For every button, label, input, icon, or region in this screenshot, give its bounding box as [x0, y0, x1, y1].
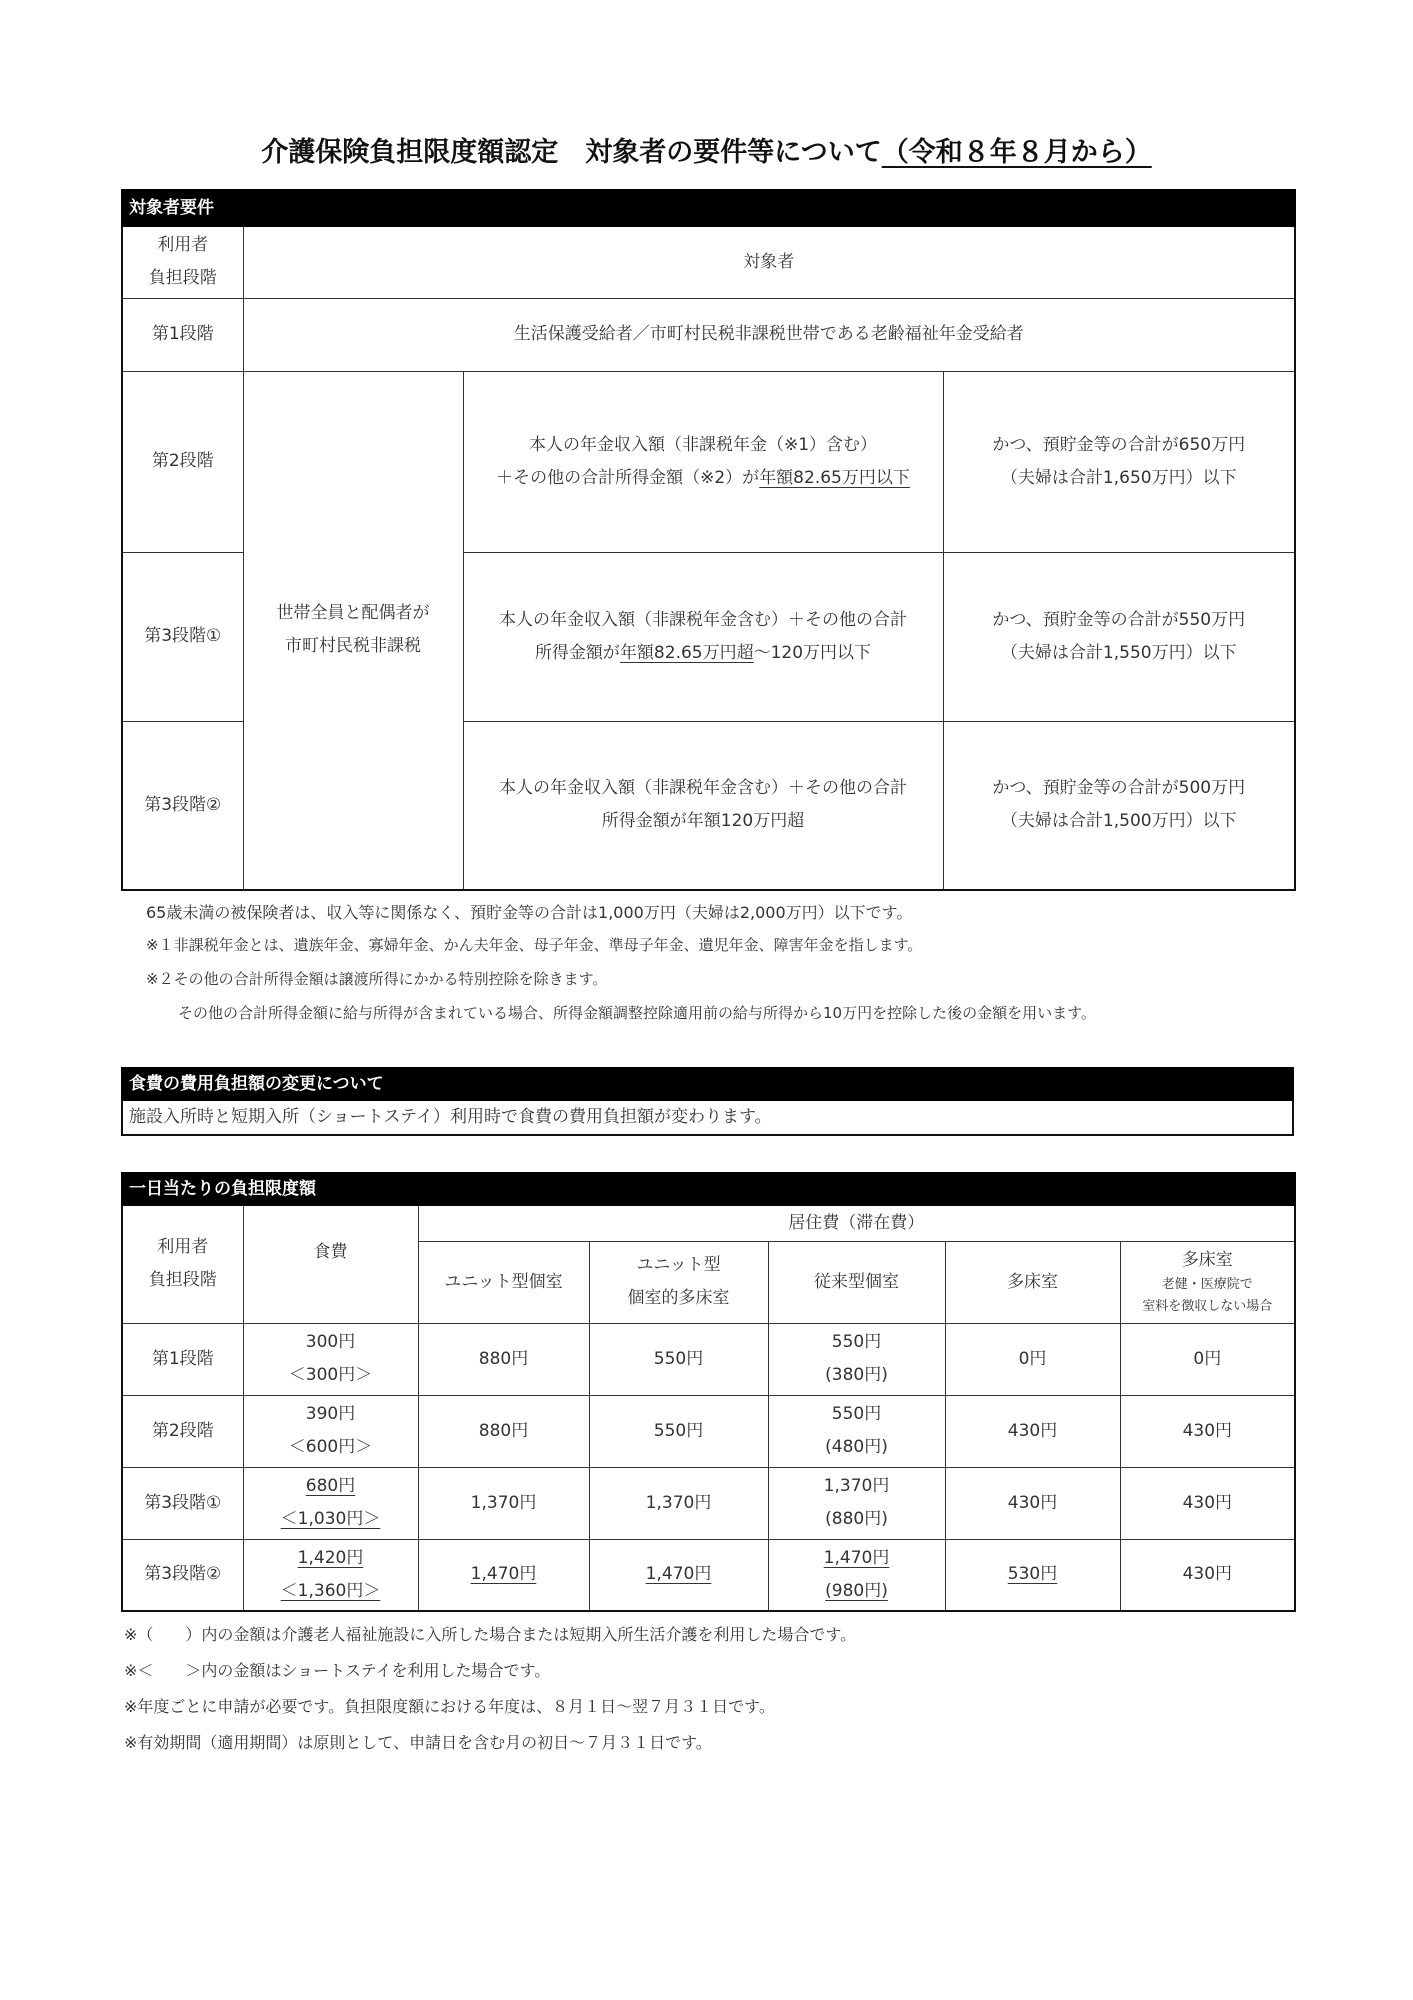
row-conventional: 1,370円 (880円) — [768, 1467, 945, 1539]
row-unit-private: 880円 — [418, 1395, 589, 1467]
note-other-income: ※２その他の合計所得金額は譲渡所得にかかる特別控除を除きます。 — [146, 970, 608, 988]
stage2-income: 本人の年金収入額（非課税年金（※1）含む） ＋その他の合計所得金額（※2）が年額82.65万円以下 — [463, 371, 943, 552]
row-multi: 0円 — [945, 1323, 1120, 1395]
stage2-savings: かつ、預貯金等の合計が650万円 （夫婦は合計1,650万円）以下 — [943, 371, 1295, 552]
note-bracket-amount: ※＜ ＞内の金額はショートステイを利用した場合です。 — [124, 1661, 551, 1680]
row-conventional: 550円 (480円) — [768, 1395, 945, 1467]
food-change-box — [121, 1067, 1294, 1136]
row-food: 680円 ＜1,030円＞ — [243, 1467, 418, 1539]
col-multi-bed: 多床室 — [945, 1241, 1120, 1323]
row-food: 390円 ＜600円＞ — [243, 1395, 418, 1467]
household-condition: 世帯全員と配偶者が 市町村民税非課税 — [243, 371, 463, 890]
note-annual-application: ※年度ごとに申請が必要です。負担限度額における年度は、８月１日～翌７月３１日です。 — [124, 1697, 775, 1716]
stage3b-label: 第3段階② — [122, 721, 243, 890]
row-stage: 第2段階 — [122, 1395, 243, 1467]
stage2-label: 第2段階 — [122, 371, 243, 552]
row-food: 1,420円 ＜1,360円＞ — [243, 1539, 418, 1611]
col-unit-private: ユニット型個室 — [418, 1241, 589, 1323]
stage3b-savings: かつ、預貯金等の合計が500万円 （夫婦は合計1,500万円）以下 — [943, 721, 1295, 890]
stage1-label: 第1段階 — [122, 298, 243, 371]
stage1-description: 生活保護受給者／市町村民税非課税世帯である老齢福祉年金受給者 — [243, 298, 1295, 371]
daily-limit-header: 一日当たりの負担限度額 — [122, 1173, 1295, 1205]
row-stage: 第3段階② — [122, 1539, 243, 1611]
row-multi2: 430円 — [1120, 1395, 1295, 1467]
page-title — [0, 130, 1413, 169]
row-unit-private: 1,470円 — [418, 1539, 589, 1611]
title-main: 介護保険負担限度額認定 対象者の要件等について — [261, 137, 882, 168]
stage3b-income: 本人の年金収入額（非課税年金含む）＋その他の合計 所得金額が年額120万円超 — [463, 721, 943, 890]
row-multi: 430円 — [945, 1467, 1120, 1539]
stage-header-cell: 利用者 負担段階 — [122, 226, 243, 298]
table-row — [122, 1395, 1295, 1467]
daily-limit-table — [121, 1172, 1296, 1612]
row-unit-semi: 1,470円 — [589, 1539, 768, 1611]
title-period: （令和８年８月から） — [881, 137, 1152, 168]
row-conventional: 550円 (380円) — [768, 1323, 945, 1395]
row-food: 300円 ＜300円＞ — [243, 1323, 418, 1395]
food-change-header: 食費の費用負担額の変更について — [122, 1068, 1293, 1100]
note-nontaxable-pension: ※１非課税年金とは、遺族年金、寡婦年金、かん夫年金、母子年金、準母子年金、遺児年金、障害年金を指します。 — [146, 936, 923, 954]
row-multi2: 0円 — [1120, 1323, 1295, 1395]
daily-food-header: 食費 — [243, 1205, 418, 1323]
col-unit-semi-private: ユニット型 個室的多床室 — [589, 1241, 768, 1323]
row-unit-semi: 550円 — [589, 1395, 768, 1467]
row-stage: 第1段階 — [122, 1323, 243, 1395]
note-paren-amount: ※（ ）内の金額は介護老人福祉施設に入所した場合または短期入所生活介護を利用した場合です。 — [124, 1625, 857, 1644]
requirements-table — [121, 189, 1296, 891]
row-unit-private: 880円 — [418, 1323, 589, 1395]
note-validity-period: ※有効期間（適用期間）は原則として、申請日を含む月の初日～７月３１日です。 — [124, 1733, 712, 1752]
food-change-text: 施設入所時と短期入所（ショートステイ）利用時で食費の費用負担額が変わります。 — [122, 1100, 1293, 1135]
row-multi: 430円 — [945, 1395, 1120, 1467]
row-unit-private: 1,370円 — [418, 1467, 589, 1539]
stage3a-savings: かつ、預貯金等の合計が550万円 （夫婦は合計1,550万円）以下 — [943, 552, 1295, 721]
row-unit-semi: 1,370円 — [589, 1467, 768, 1539]
residence-header: 居住費（滞在費） — [418, 1205, 1295, 1241]
row-unit-semi: 550円 — [589, 1323, 768, 1395]
row-multi: 530円 — [945, 1539, 1120, 1611]
table-row — [122, 1539, 1295, 1611]
table-row — [122, 1467, 1295, 1539]
note-salary-income: その他の合計所得金額に給与所得が含まれている場合、所得金額調整控除適用前の給与所得から10万円を控除した後の金額を用います。 — [178, 1004, 1096, 1022]
col-multi-bed-no-fee: 多床室 老健・医療院で 室料を徴収しない場合 — [1120, 1241, 1295, 1323]
row-multi2: 430円 — [1120, 1467, 1295, 1539]
daily-stage-header: 利用者 負担段階 — [122, 1205, 243, 1323]
row-conventional: 1,470円 (980円) — [768, 1539, 945, 1611]
target-header-cell: 対象者 — [243, 226, 1295, 298]
stage3a-income: 本人の年金収入額（非課税年金含む）＋その他の合計 所得金額が年額82.65万円超～120万円以下 — [463, 552, 943, 721]
table-row — [122, 1323, 1295, 1395]
note-under65: 65歳未満の被保険者は、収入等に関係なく、預貯金等の合計は1,000万円（夫婦は2,000万円）以下です。 — [146, 903, 913, 922]
row-multi2: 430円 — [1120, 1539, 1295, 1611]
stage3a-label: 第3段階① — [122, 552, 243, 721]
col-conventional-private: 従来型個室 — [768, 1241, 945, 1323]
requirements-section-header: 対象者要件 — [122, 190, 1295, 226]
row-stage: 第3段階① — [122, 1467, 243, 1539]
